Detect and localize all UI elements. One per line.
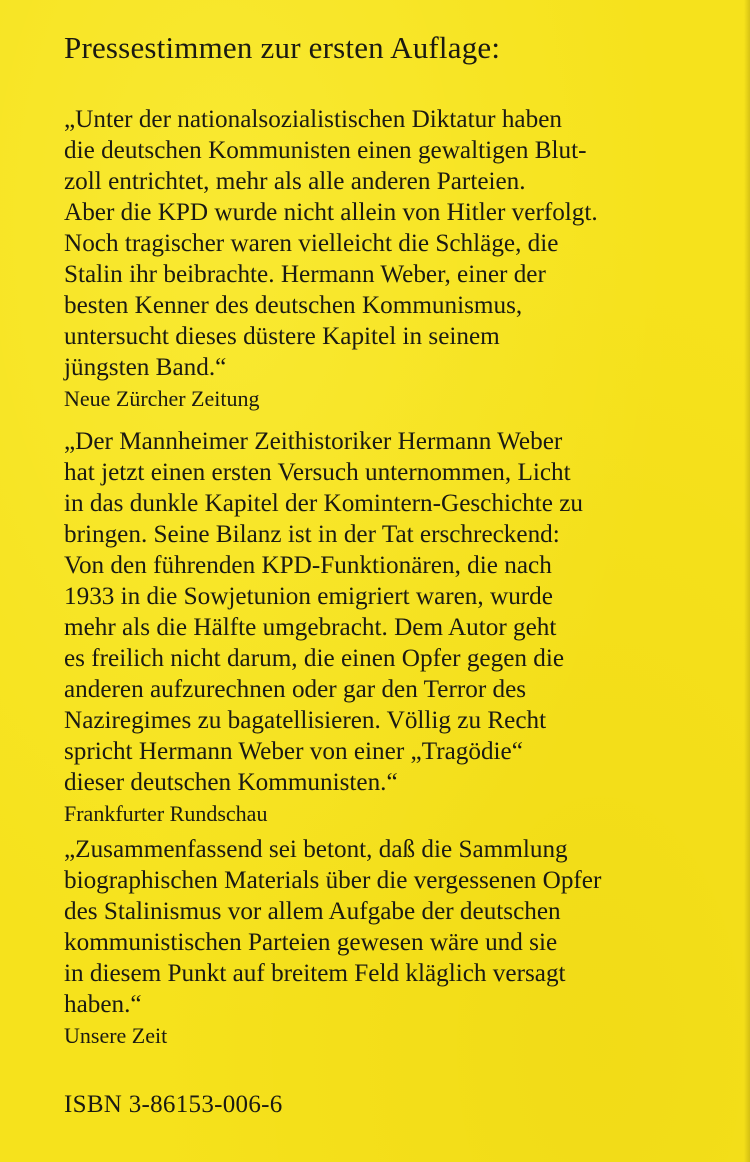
review-quote-line: biographischen Materials über die vergessenen Opfer xyxy=(64,867,602,894)
review-quote-line: Stalin ihr beibrachte. Hermann Weber, einer der xyxy=(64,261,546,288)
press-review-neue-zuercher-zeitung xyxy=(64,104,724,413)
review-quote xyxy=(64,426,724,798)
review-quote-line: haben.“ xyxy=(64,991,142,1018)
review-quote-line: Noch tragischer waren vielleicht die Schläge, die xyxy=(64,230,559,257)
press-reviews-heading: Pressestimmen zur ersten Auflage: xyxy=(64,30,501,65)
review-quote-line: jüngsten Band.“ xyxy=(64,354,227,381)
review-source: Neue Zürcher Zeitung xyxy=(64,386,260,411)
review-quote-line: hat jetzt einen ersten Versuch unternommen, Licht xyxy=(64,459,571,486)
review-quote-line: des Stalinismus vor allem Aufgabe der deutschen xyxy=(64,898,561,925)
press-review-unsere-zeit xyxy=(64,834,724,1050)
review-quote-line: bringen. Seine Bilanz ist in der Tat erschreckend: xyxy=(64,521,560,548)
review-quote-line: mehr als die Hälfte umgebracht. Dem Autor geht xyxy=(64,614,557,641)
review-quote-line: anderen aufzurechnen oder gar den Terror des xyxy=(64,676,527,703)
review-quote-line: kommunistischen Parteien gewesen wäre und sie xyxy=(64,929,558,956)
cover-edge-shadow xyxy=(744,0,750,1162)
review-quote-line: zoll entrichtet, mehr als alle anderen Parteien. xyxy=(64,168,526,195)
review-quote-line: Von den führenden KPD-Funktionären, die nach xyxy=(64,552,552,579)
review-quote-line: untersucht dieses düstere Kapitel in seinem xyxy=(64,323,500,350)
review-quote-line: „Zusammenfassend sei betont, daß die Sammlung xyxy=(64,836,568,863)
review-quote-line: besten Kenner des deutschen Kommunismus, xyxy=(64,292,523,319)
review-quote-line: „Der Mannheimer Zeithistoriker Hermann Weber xyxy=(64,428,563,455)
review-quote xyxy=(64,834,724,1020)
review-quote xyxy=(64,104,724,383)
review-quote-line: dieser deutschen Kommunisten.“ xyxy=(64,769,398,796)
review-source: Frankfurter Rundschau xyxy=(64,801,268,826)
review-quote-line: in diesem Punkt auf breitem Feld kläglich versagt xyxy=(64,960,566,987)
review-quote-line: es freilich nicht darum, die einen Opfer gegen die xyxy=(64,645,565,672)
review-quote-line: „Unter der nationalsozialistischen Diktatur haben xyxy=(64,106,562,133)
review-quote-line: spricht Hermann Weber von einer „Tragödie“ xyxy=(64,738,523,765)
review-quote-line: Naziregimes zu bagatellisieren. Völlig zu Recht xyxy=(64,707,547,734)
isbn-number: ISBN 3-86153-006-6 xyxy=(64,1091,283,1118)
press-review-frankfurter-rundschau xyxy=(64,426,724,828)
review-quote-line: in das dunkle Kapitel der Komintern-Geschichte zu xyxy=(64,490,583,517)
review-quote-line: Aber die KPD wurde nicht allein von Hitler verfolgt. xyxy=(64,199,598,226)
review-source: Unsere Zeit xyxy=(64,1023,168,1048)
review-quote-line: die deutschen Kommunisten einen gewaltigen Blut- xyxy=(64,137,587,164)
review-quote-line: 1933 in die Sowjetunion emigriert waren, wurde xyxy=(64,583,553,610)
